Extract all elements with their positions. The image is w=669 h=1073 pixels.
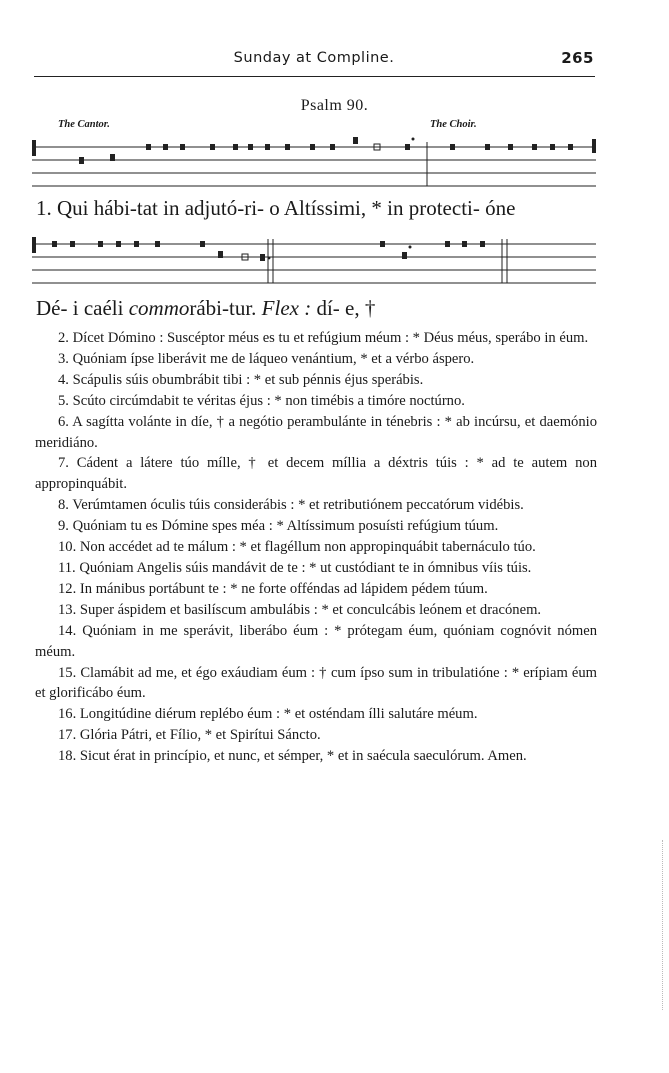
verse-8: 8. Verúmtamen óculis túis considerábis : * et retributiónem peccatórum vidébis. bbox=[58, 497, 524, 514]
chant-staff-2 bbox=[30, 231, 596, 291]
verse-number-1: 1. bbox=[36, 196, 52, 220]
verse-7: 7. Cádent a látere túo mílle, † et decem míllia a déxtris túis : * ad te autem non appropinquábit. bbox=[35, 455, 597, 493]
verse-14: 14. Quóniam in me sperávit, liberábo éum : * prótegam éum, quóniam cognóvit nómen méum. bbox=[35, 622, 597, 660]
flex-label: Flex : bbox=[261, 296, 312, 320]
choir-cue: The Choir. bbox=[430, 119, 477, 130]
verse-2: 2. Dícet Dómino : Suscéptor méus es tu et refúgium méum : * Déus méus, sperábo in éum. bbox=[58, 330, 589, 346]
page-number: 265 bbox=[561, 49, 594, 67]
flex-text: dí- e, † bbox=[311, 296, 376, 320]
chant-lyric-line-1 bbox=[36, 196, 515, 221]
psalm-verses bbox=[35, 328, 597, 767]
header-rule bbox=[34, 76, 595, 77]
chant-text-1: Qui hábi-tat in adjutó-ri- o Altíssimi, * in protecti- óne bbox=[57, 196, 516, 220]
running-title: Sunday at Compline. bbox=[233, 50, 395, 66]
verse-5: 5. Scúto circúmdabit te véritas éjus : * non timébis a timóre noctúrno. bbox=[58, 392, 465, 409]
verse-13: 13. Super áspidem et basilíscum ambulábis : * et conculcábis leónem et dracónem. bbox=[58, 601, 542, 618]
chant-text-2a: Dé- i caéli bbox=[36, 296, 129, 320]
page-edge-mark bbox=[661, 840, 663, 1010]
verse-15: 15. Clamábit ad me, et égo exáudiam éum : † cum ípso sum in tribulatióne : * erípiam éum et glorificábo éum. bbox=[35, 664, 597, 702]
chant-staff-1 bbox=[30, 134, 596, 190]
verse-4: 4. Scápulis súis obumbrábit tibi : * et sub pénnis éjus sperábis. bbox=[58, 371, 424, 388]
chant-lyric-line-2 bbox=[36, 296, 375, 321]
running-head bbox=[34, 50, 594, 72]
verse-17: 17. Glória Pátri, et Fílio, * et Spirítui Sáncto. bbox=[58, 727, 321, 744]
verse-11: 11. Quóniam Angelis súis mandávit de te : * ut custódiant te in ómnibus víis túis. bbox=[58, 559, 532, 576]
verse-9: 9. Quóniam tu es Dómine spes méa : * Altíssimum posuísti refúgium túum. bbox=[58, 518, 499, 535]
verse-3: 3. Quóniam ípse liberávit me de láqueo venántium, * et a vérbo áspero. bbox=[58, 350, 475, 367]
psalm-title: Psalm 90. bbox=[300, 97, 369, 114]
chant-text-2b: rábi-tur. bbox=[189, 296, 262, 320]
chant-text-2-italic: commo bbox=[128, 296, 190, 320]
verse-12: 12. In mánibus portábunt te : * ne forte offéndas ad lápidem pédem túum. bbox=[58, 580, 488, 597]
verse-6: 6. A sagítta volánte in díe, † a negótio perambulánte in ténebris : * ab incúrsu, et daemónio meridiáno. bbox=[35, 413, 597, 451]
verse-18: 18. Sicut érat in princípio, et nunc, et sémper, * et in saécula saeculórum. Amen. bbox=[58, 748, 527, 765]
verse-10: 10. Non accédet ad te málum : * et flagéllum non appropinquábit tabernáculo túo. bbox=[58, 539, 536, 556]
verse-16: 16. Longitúdine diérum replébo éum : * et osténdam ílli salutáre méum. bbox=[58, 706, 478, 723]
cantor-cue: The Cantor. bbox=[58, 119, 110, 130]
